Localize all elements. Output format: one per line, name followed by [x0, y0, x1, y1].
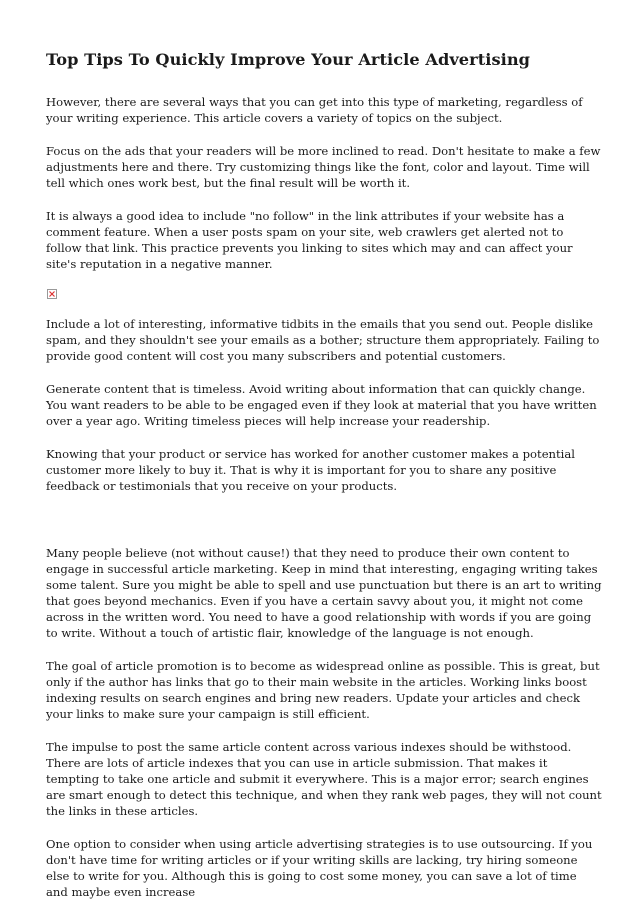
paragraph-6: Knowing that your product or service has worked for another customer makes a potential customer more likely to buy it. That is why it is important for you to share any positive feedback or testimonials that you receive on your products. [46, 447, 576, 493]
paragraph-9: The impulse to post the same article content across various indexes should be withstood. There are lots of article indexes that you can use in article submission. That makes it tempting to take one article and submit it everywhere. This is a major error; search engines are smart enough to detect this technique, and when they rank web pages, they will not count the links in these articles. [46, 740, 602, 818]
paragraph-10: One option to consider when using article advertising strategies is to use outsourcing. If you don't have time for writing articles or if your writing skills are lacking, try hiring someone else to write for you. Although this is going to cost some money, you can save a lot of time and maybe even increase [46, 837, 593, 899]
paragraph-8: The goal of article promotion is to become as widespread online as possible. This is great, but only if the author has links that go to their main website in the articles. Working links boost indexing results on search engines and bring new readers. Update your articles and check your links to make sure your campaign is still efficient. [46, 659, 600, 721]
paragraph-2: Focus on the ads that your readers will be more inclined to read. Don't hesitate to make a few adjustments here and there. Try customizing things like the font, color and layout. Time will tell which ones work best, but the final result will be worth it. [46, 144, 601, 190]
broken-image-icon [47, 289, 57, 299]
blank-space [46, 511, 602, 545]
document-title: Top Tips To Quickly Improve Your Article Advertising [46, 50, 531, 69]
document-page [46, 48, 602, 917]
paragraph-7: Many people believe (not without cause!) that they need to produce their own content to engage in successful article marketing. Keep in mind that interesting, engaging writing takes some talent. Sure you might be able to spell and use punctuation but there is an art to writing that goes beyond mechanics. Even if you have a certain savvy about you, it might not come across in the written word. You need to have a good relationship with words if you are going to write. Without a touch of artistic flair, knowledge of the language is not enough. [46, 546, 602, 640]
paragraph-3: It is always a good idea to include "no follow" in the link attributes if your website has a comment feature. When a user posts spam on your site, web crawlers get alerted not to follow that link. This practice prevents you linking to sites which may and can affect your site's reputation in a negative manner. [46, 209, 573, 271]
paragraph-1: However, there are several ways that you can get into this type of marketing, regardless of your writing experience. This article covers a variety of topics on the subject. [46, 95, 583, 125]
paragraph-5: Generate content that is timeless. Avoid writing about information that can quickly change. You want readers to be able to be engaged even if they look at material that you have written over a year ago. Writing timeless pieces will help increase your readership. [46, 382, 597, 428]
paragraph-4: Include a lot of interesting, informative tidbits in the emails that you send out. People dislike spam, and they shouldn't see your emails as a bother; structure them appropriately. Failing to provide good content will cost you many subscribers and potential customers. [46, 317, 600, 363]
